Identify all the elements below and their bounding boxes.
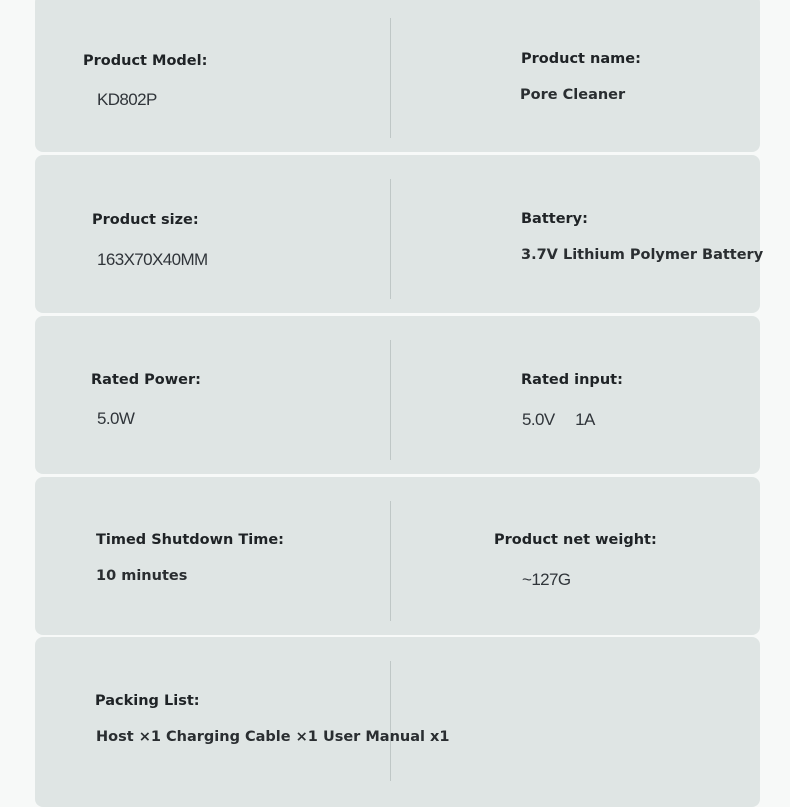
net-weight-label: Product net weight: [494,532,657,548]
spec-panel-packing [35,637,760,807]
spec-panel-size [35,155,764,313]
net-weight-value: ~127G [522,570,571,589]
rated-input-value: 5.0V 1A [522,410,595,429]
product-size-value: 163X70X40MM [97,250,208,269]
product-name-label: Product name: [521,51,641,67]
product-model-label: Product Model: [83,53,208,69]
product-size-label: Product size: [92,212,199,228]
rated-power-value: 5.0W [97,409,135,428]
spec-panel-model [35,0,760,152]
packing-list-label: Packing List: [95,693,200,709]
panel-divider [390,501,391,621]
product-model-value: KD802P [97,90,157,109]
timed-shutdown-value: 10 minutes [96,568,188,584]
battery-label: Battery: [521,211,588,227]
spec-panel-power [35,316,760,474]
battery-value: 3.7V Lithium Polymer Battery [521,247,764,263]
product-name-value: Pore Cleaner [520,87,626,103]
panel-divider [390,661,391,781]
panel-divider [390,340,391,460]
panel-divider [390,179,391,299]
rated-power-label: Rated Power: [91,372,201,388]
timed-shutdown-label: Timed Shutdown Time: [96,532,284,548]
spec-panel-shutdown [35,477,760,635]
packing-list-value: Host ×1 Charging Cable ×1 User Manual x1 [96,729,450,745]
panel-divider [390,18,391,138]
rated-input-label: Rated input: [521,372,623,388]
